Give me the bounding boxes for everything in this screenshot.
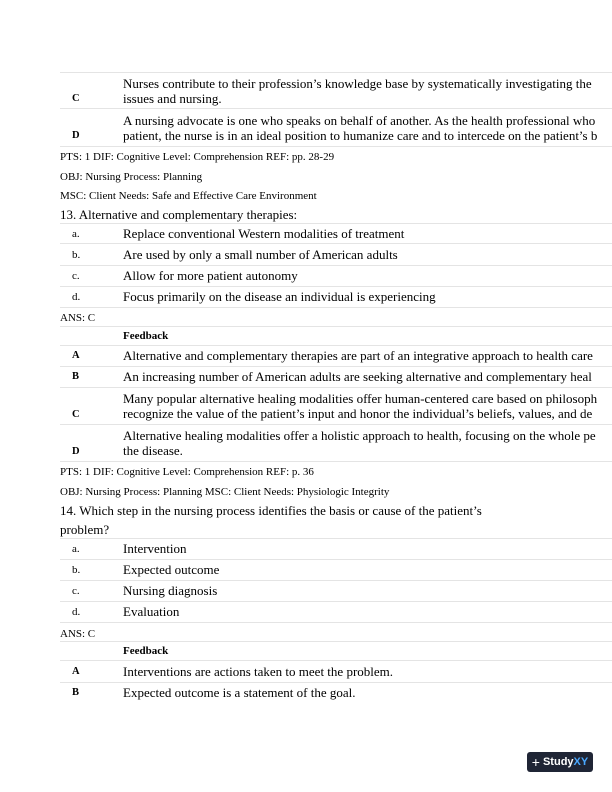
table-rule xyxy=(60,461,612,462)
feedback-letter: D xyxy=(72,446,80,457)
feedback-letter: A xyxy=(72,666,80,677)
feedback-text-line: Nurses contribute to their profession’s knowledge base by systematically investigating the xyxy=(123,76,592,91)
feedback-text-line: An increasing number of American adults are seeking alternative and complementary heal xyxy=(123,369,592,384)
option-letter: d. xyxy=(72,291,81,303)
logo-text-study: Study xyxy=(542,756,574,768)
feedback-text-line: Alternative healing modalities offer a holistic approach to health, focusing on the whole pe xyxy=(123,428,596,443)
table-rule xyxy=(60,387,612,388)
option-letter: c. xyxy=(72,585,80,597)
feedback-heading: Feedback xyxy=(123,645,169,657)
table-rule xyxy=(60,72,612,73)
table-rule xyxy=(60,682,612,683)
feedback-letter: B xyxy=(72,687,80,698)
option-letter: b. xyxy=(72,249,81,261)
logo-text-xy: XY xyxy=(573,756,589,768)
option-text: Allow for more patient autonomy xyxy=(123,268,298,283)
table-rule xyxy=(60,424,612,425)
table-rule xyxy=(60,345,612,346)
feedback-text-line: Expected outcome is a statement of the goal. xyxy=(123,685,356,700)
question-stem: problem? xyxy=(60,522,110,537)
table-rule xyxy=(60,108,612,109)
feedback-text-line: Many popular alternative healing modalities offer human-centered care based on philosoph xyxy=(123,391,598,406)
question-stem: 14. Which step in the nursing process identifies the basis or cause of the patient’s xyxy=(60,503,482,518)
answer-line: ANS: C xyxy=(60,312,96,324)
meta-line: PTS: 1 DIF: Cognitive Level: Comprehension REF: pp. 28-29 xyxy=(60,151,335,163)
feedback-letter: D xyxy=(72,130,80,141)
table-rule xyxy=(60,307,612,308)
table-rule xyxy=(60,223,612,224)
studyxy-logo-badge[interactable] xyxy=(527,752,593,772)
table-rule xyxy=(60,641,612,642)
table-rule xyxy=(60,265,612,266)
table-rule xyxy=(60,601,612,602)
option-text: Nursing diagnosis xyxy=(123,583,218,598)
feedback-letter: C xyxy=(72,409,80,420)
option-letter: d. xyxy=(72,606,81,618)
option-text: Replace conventional Western modalities of treatment xyxy=(123,226,405,241)
feedback-heading: Feedback xyxy=(123,330,169,342)
feedback-text-line: recognize the value of the patient’s input and honor the individual’s beliefs, values, and de xyxy=(123,406,593,421)
table-rule xyxy=(60,559,612,560)
meta-line: MSC: Client Needs: Safe and Effective Care Environment xyxy=(60,190,317,202)
feedback-text-line: Alternative and complementary therapies are part of an integrative approach to health care xyxy=(123,348,593,363)
table-rule xyxy=(60,286,612,287)
feedback-text-line: Interventions are actions taken to meet the problem. xyxy=(123,664,394,679)
feedback-letter: C xyxy=(72,93,80,104)
option-letter: c. xyxy=(72,270,80,282)
option-text: Expected outcome xyxy=(123,562,220,577)
plus-icon: + xyxy=(531,754,540,770)
option-text: Focus primarily on the disease an individual is experiencing xyxy=(123,289,436,304)
table-rule xyxy=(60,580,612,581)
feedback-text-line: the disease. xyxy=(123,443,183,458)
meta-line: OBJ: Nursing Process: Planning MSC: Client Needs: Physiologic Integrity xyxy=(60,486,390,498)
table-rule xyxy=(60,326,612,327)
question-stem: 13. Alternative and complementary therapies: xyxy=(60,207,298,222)
option-letter: a. xyxy=(72,228,80,240)
meta-line: PTS: 1 DIF: Cognitive Level: Comprehension REF: p. 36 xyxy=(60,466,314,478)
option-text: Are used by only a small number of American adults xyxy=(123,247,398,262)
table-rule xyxy=(60,366,612,367)
table-rule xyxy=(60,622,612,623)
feedback-text-line: patient, the nurse is in an ideal position to humanize care and to intercede on the patient’s b xyxy=(123,128,598,143)
option-letter: b. xyxy=(72,564,81,576)
option-letter: a. xyxy=(72,543,80,555)
feedback-text-line: A nursing advocate is one who speaks on behalf of another. As the health professional who xyxy=(123,113,596,128)
meta-line: OBJ: Nursing Process: Planning xyxy=(60,171,203,183)
table-rule xyxy=(60,538,612,539)
answer-line: ANS: C xyxy=(60,628,96,640)
table-rule xyxy=(60,146,612,147)
feedback-letter: A xyxy=(72,350,80,361)
option-text: Evaluation xyxy=(123,604,180,619)
feedback-text-line: issues and nursing. xyxy=(123,91,222,106)
table-rule xyxy=(60,243,612,244)
option-text: Intervention xyxy=(123,541,187,556)
table-rule xyxy=(60,660,612,661)
feedback-letter: B xyxy=(72,371,80,382)
